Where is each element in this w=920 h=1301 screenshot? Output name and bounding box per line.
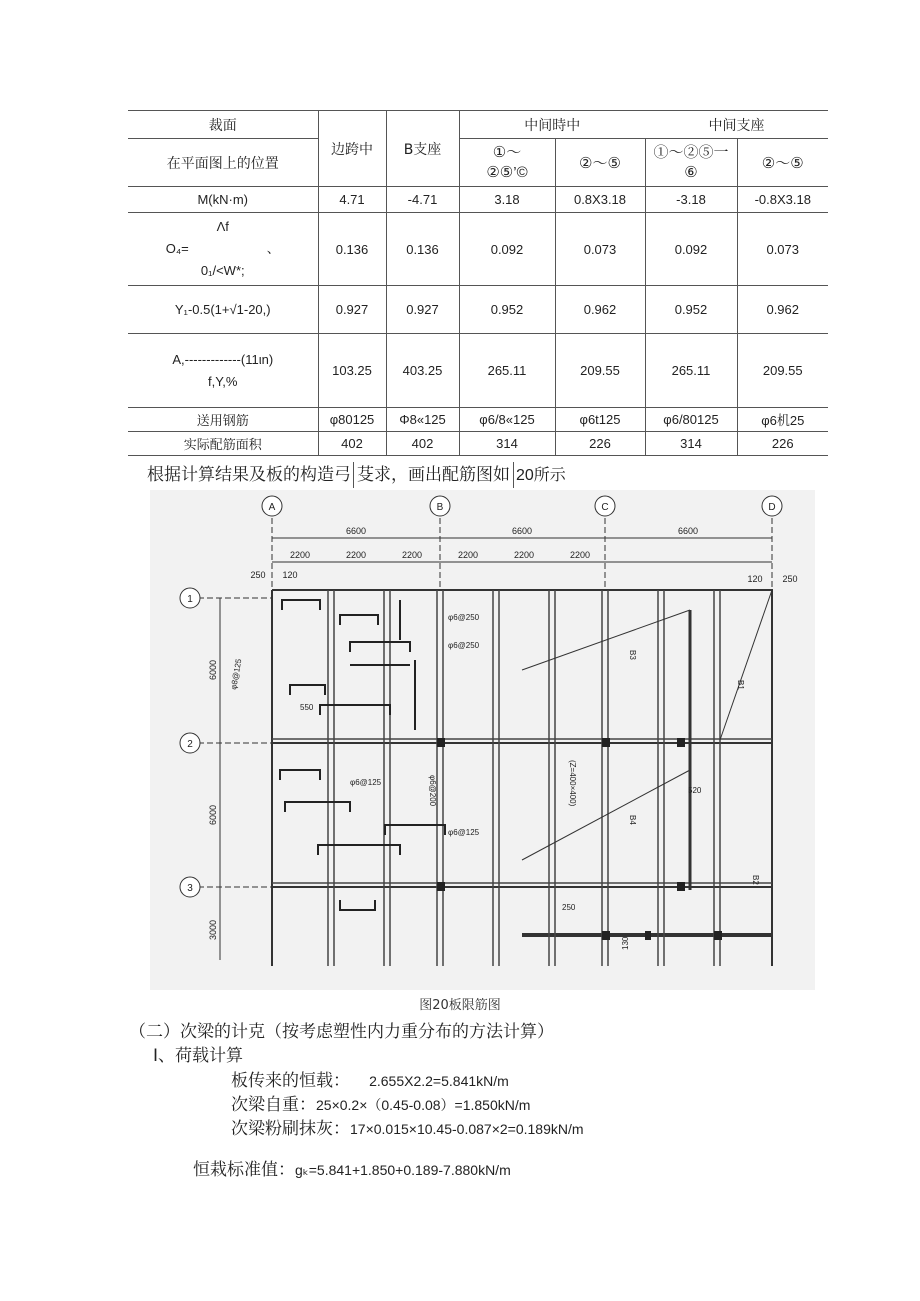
cell: 209.55 xyxy=(555,334,645,408)
sub-col-3: ①～②⑤一 ⑥ xyxy=(645,139,737,187)
cell: φ6机25 xyxy=(737,408,828,432)
axis-label-a: A xyxy=(268,502,276,513)
drawing-background xyxy=(150,490,815,990)
dim-sub-label: 2200 xyxy=(569,550,591,560)
standard-label: 恒栽标准值： xyxy=(193,1160,295,1180)
slab-label-b2: B2 xyxy=(751,875,760,885)
row-label: 实际配筋面积 xyxy=(128,432,318,456)
dim-edge-label: 120 xyxy=(747,574,763,584)
rebar-label: φ6@250 xyxy=(448,641,480,650)
cell: 0.136 xyxy=(386,213,459,286)
column xyxy=(602,738,610,747)
rebar-label: φ6@200 xyxy=(428,775,437,807)
cell: 0.952 xyxy=(645,286,737,334)
cell: 265.11 xyxy=(645,334,737,408)
slab-label-b1: B1 xyxy=(736,680,745,690)
cell: 0.952 xyxy=(459,286,555,334)
cell: φ80125 xyxy=(318,408,386,432)
axis-label-3: 3 xyxy=(187,883,193,894)
standard-value: gₖ=5.841+1.850+0.189-7.880kN/m xyxy=(295,1162,511,1178)
dim-sub-label: 2200 xyxy=(513,550,535,560)
load-value: 17×0.015×10.45-0.087×2=0.189kN/m xyxy=(350,1121,584,1137)
dim-left-label: 3000 xyxy=(208,919,218,941)
cell: 265.11 xyxy=(459,334,555,408)
dim-main-label: 6600 xyxy=(345,526,367,536)
axis-label-1: 1 xyxy=(187,594,193,605)
cell: φ6t125 xyxy=(555,408,645,432)
dim-label-520: 520 xyxy=(688,786,702,795)
para-part-1: 根据计算结果及板的构造弓 xyxy=(147,465,351,485)
dim-sub-label: 2200 xyxy=(289,550,311,560)
axis-label-b: B xyxy=(436,502,444,513)
cell: 0.136 xyxy=(318,213,386,286)
dim-label-250: 250 xyxy=(562,903,576,912)
header-mid-support: 中间支座 xyxy=(645,111,828,139)
cell: 0.962 xyxy=(555,286,645,334)
dim-label-550: 550 xyxy=(300,703,314,712)
table-row xyxy=(128,286,828,334)
dim-edge-label: 120 xyxy=(282,570,298,580)
dim-sub-label: 2200 xyxy=(457,550,479,560)
header-section: 裁面 xyxy=(128,111,318,139)
cell: 209.55 xyxy=(737,334,828,408)
cell: Φ8«125 xyxy=(386,408,459,432)
load-label: 次梁粉刷抹灰： xyxy=(231,1119,350,1139)
load-line-2 xyxy=(231,1090,530,1115)
column xyxy=(677,882,685,891)
column xyxy=(645,931,651,940)
cell: -0.8X3.18 xyxy=(737,187,828,213)
cell: 0.092 xyxy=(459,213,555,286)
para-part-3: 20所示 xyxy=(516,467,566,484)
cell: 314 xyxy=(459,432,555,456)
slab-label-b3: B3 xyxy=(628,650,637,660)
dim-left-label: 6000 xyxy=(208,804,218,826)
load-label: 板传来的恒载： xyxy=(231,1071,350,1091)
dim-edge-label: 250 xyxy=(782,574,798,584)
cell: φ6/8«125 xyxy=(459,408,555,432)
column xyxy=(437,738,445,747)
section-title: （二）次梁的计克（按考虑塑性内力重分布的方法计算） xyxy=(129,1022,554,1042)
cell: 402 xyxy=(386,432,459,456)
row-label: M(kN·m) xyxy=(128,187,318,213)
subsection-title: I、荷载计算 xyxy=(153,1046,244,1066)
slab-label-b4: B4 xyxy=(628,815,637,825)
cell: 103.25 xyxy=(318,334,386,408)
cell: 0.927 xyxy=(318,286,386,334)
axis-label-2: 2 xyxy=(187,739,193,750)
load-value: 2.655X2.2=5.841kN/m xyxy=(369,1073,509,1089)
header-b-support: B支座 xyxy=(386,111,459,187)
rebar-label: φ6@250 xyxy=(448,613,480,622)
rebar-label: φ6@125 xyxy=(448,828,480,837)
table-row xyxy=(128,408,828,432)
intro-paragraph xyxy=(147,462,566,488)
load-line-3 xyxy=(231,1114,584,1139)
cell: φ6/80125 xyxy=(645,408,737,432)
dim-edge-label: 250 xyxy=(250,570,266,580)
reinforcement-table xyxy=(128,110,828,456)
para-part-2: 芟求，画出配筋图如 xyxy=(353,462,514,488)
column xyxy=(602,931,610,940)
sub-col-1: ①～ ②⑤’© xyxy=(459,139,555,187)
cell: 402 xyxy=(318,432,386,456)
load-line-1 xyxy=(231,1066,509,1091)
row-label: Y₁-0.5(1+√1-20,) xyxy=(128,286,318,334)
header-edge-mid: 边跨中 xyxy=(318,111,386,187)
cell: 4.71 xyxy=(318,187,386,213)
load-label: 次梁自重： xyxy=(231,1095,316,1115)
row-label: Λf O₄= 、 0₁/<W*; xyxy=(128,213,318,286)
sub-col-4: ②～⑤ xyxy=(737,139,828,187)
table-row xyxy=(128,432,828,456)
cell: 0.8X3.18 xyxy=(555,187,645,213)
cell: -4.71 xyxy=(386,187,459,213)
header-position: 在平面图上的位置 xyxy=(128,139,318,187)
dim-main-label: 6600 xyxy=(677,526,699,536)
slab-reinforcement-drawing xyxy=(150,490,815,990)
column xyxy=(714,931,722,940)
cell: 0.073 xyxy=(737,213,828,286)
table-row xyxy=(128,187,828,213)
load-value: 25×0.2×（0.45-0.08）=1.850kN/m xyxy=(316,1097,531,1113)
beam-label: (Z=400×400) xyxy=(568,760,577,807)
cell: 0.962 xyxy=(737,286,828,334)
cell: 3.18 xyxy=(459,187,555,213)
cell: -3.18 xyxy=(645,187,737,213)
header-mid-span: 中间時中 xyxy=(459,111,645,139)
dim-left-label: 6000 xyxy=(208,659,218,681)
axis-label-c: C xyxy=(601,502,609,513)
cell: 0.092 xyxy=(645,213,737,286)
sub-col-2: ②～⑤ xyxy=(555,139,645,187)
cell: 403.25 xyxy=(386,334,459,408)
table-row xyxy=(128,334,828,408)
row-label: A,-------------(11ιn) f,Y,% xyxy=(128,334,318,408)
dim-sub-label: 2200 xyxy=(401,550,423,560)
standard-value-line xyxy=(193,1155,511,1180)
cell: 0.073 xyxy=(555,213,645,286)
column xyxy=(437,882,445,891)
table-row xyxy=(128,213,828,286)
cell: 226 xyxy=(737,432,828,456)
rebar-label: φ8@125 xyxy=(229,658,244,691)
dim-main-label: 6600 xyxy=(511,526,533,536)
column xyxy=(677,738,685,747)
rebar-label: φ6@125 xyxy=(350,778,382,787)
dim-label-130: 130 xyxy=(621,936,630,950)
cell: 226 xyxy=(555,432,645,456)
row-label: 送用钢筋 xyxy=(128,408,318,432)
cell: 314 xyxy=(645,432,737,456)
dim-sub-label: 2200 xyxy=(345,550,367,560)
cell: 0.927 xyxy=(386,286,459,334)
axis-label-d: D xyxy=(768,502,776,513)
figure-caption: 图20板限筋图 xyxy=(419,998,501,1013)
